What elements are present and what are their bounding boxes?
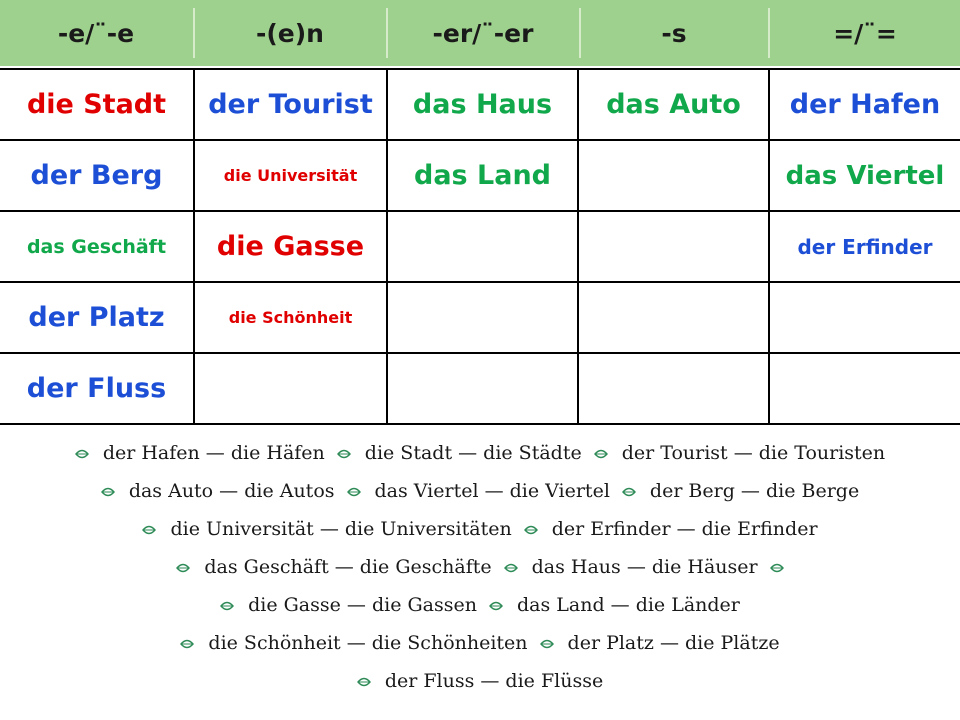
pair-item <box>176 556 491 578</box>
pair-text: das Haus — die Häuser <box>531 556 758 578</box>
leaf-bullet-icon <box>540 637 554 649</box>
table-cell <box>388 283 577 352</box>
pair-item <box>357 670 603 692</box>
table-cell: die Universität <box>223 166 358 185</box>
table-cell <box>579 354 768 423</box>
header-col-2: -(e)n <box>256 18 324 48</box>
pair-item <box>770 561 784 573</box>
table-border <box>0 423 960 425</box>
leaf-bullet-icon <box>176 561 190 573</box>
pair-item <box>504 556 758 578</box>
pair-item <box>524 518 818 540</box>
table-cell: das Auto <box>606 89 741 120</box>
table-cell: der Fluss <box>26 373 167 404</box>
pair-item <box>75 442 325 464</box>
table-cell: der Hafen <box>789 89 941 120</box>
leaf-bullet-icon <box>622 485 636 497</box>
table-cell: der Berg <box>30 160 163 191</box>
table-cell: der Tourist <box>208 89 373 120</box>
table-cell: das Viertel <box>785 160 945 191</box>
pairs-row <box>0 550 960 584</box>
leaf-bullet-icon <box>337 447 351 459</box>
pair-text: der Fluss — die Flüsse <box>384 670 604 692</box>
pair-text: die Stadt — die Städte <box>364 442 582 464</box>
header-col-4: -s <box>661 18 687 48</box>
leaf-bullet-icon <box>357 675 371 687</box>
table-cell <box>388 212 577 281</box>
pairs-row <box>0 474 960 508</box>
table-cell: die Schönheit <box>228 308 353 327</box>
pair-text: die Gasse — die Gassen <box>248 594 477 616</box>
leaf-bullet-icon <box>770 561 784 573</box>
leaf-bullet-icon <box>524 523 538 535</box>
table-cell <box>579 283 768 352</box>
pair-text: das Land — die Länder <box>516 594 740 616</box>
leaf-bullet-icon <box>142 523 156 535</box>
table-cell: das Land <box>414 160 551 191</box>
pair-item <box>347 480 610 502</box>
pair-item <box>220 594 477 616</box>
pair-item <box>594 442 885 464</box>
leaf-bullet-icon <box>180 637 194 649</box>
pair-text: der Berg — die Berge <box>649 480 860 502</box>
leaf-bullet-icon <box>101 485 115 497</box>
leaf-bullet-icon <box>347 485 361 497</box>
leaf-bullet-icon <box>504 561 518 573</box>
table-cell: die Gasse <box>216 231 365 262</box>
pair-item <box>540 632 780 654</box>
header-col-5: =/¨= <box>833 18 897 48</box>
pair-text: das Auto — die Autos <box>128 480 335 502</box>
table-cell: der Erfinder <box>797 234 933 259</box>
plural-endings-header <box>0 0 960 66</box>
pairs-row <box>0 512 960 546</box>
leaf-bullet-icon <box>594 447 608 459</box>
pair-text: der Tourist — die Touristen <box>621 442 886 464</box>
header-col-1: -e/¨-e <box>57 18 135 48</box>
pair-item <box>142 518 511 540</box>
table-cell <box>770 283 960 352</box>
table-cell <box>388 354 577 423</box>
table-cell: der Platz <box>28 302 165 333</box>
pair-item <box>489 594 740 616</box>
leaf-bullet-icon <box>75 447 89 459</box>
table-cell: die Stadt <box>26 89 167 120</box>
pairs-row <box>0 436 960 470</box>
table-cell: das Haus <box>412 89 553 120</box>
noun-table <box>0 68 960 425</box>
table-cell <box>579 212 768 281</box>
pair-text: das Geschäft — die Geschäfte <box>204 556 492 578</box>
leaf-bullet-icon <box>220 599 234 611</box>
pair-text: das Viertel — die Viertel <box>374 480 610 502</box>
pairs-row <box>0 664 960 698</box>
pairs-row <box>0 626 960 660</box>
pair-text: die Universität — die Universitäten <box>170 518 512 540</box>
pair-item <box>101 480 335 502</box>
table-cell: das Geschäft <box>26 235 167 258</box>
pairs-row <box>0 588 960 622</box>
header-col-3: -er/¨-er <box>432 18 534 48</box>
pair-text: die Schönheit — die Schönheiten <box>208 632 528 654</box>
table-cell <box>579 141 768 210</box>
table-cell <box>195 354 386 423</box>
pair-text: der Erfinder — die Erfinder <box>551 518 818 540</box>
pair-item <box>337 442 582 464</box>
pair-text: der Hafen — die Häfen <box>102 442 325 464</box>
table-cell <box>770 354 960 423</box>
pair-item <box>622 480 859 502</box>
leaf-bullet-icon <box>489 599 503 611</box>
pair-item <box>180 632 527 654</box>
pair-text: der Platz — die Plätze <box>567 632 780 654</box>
